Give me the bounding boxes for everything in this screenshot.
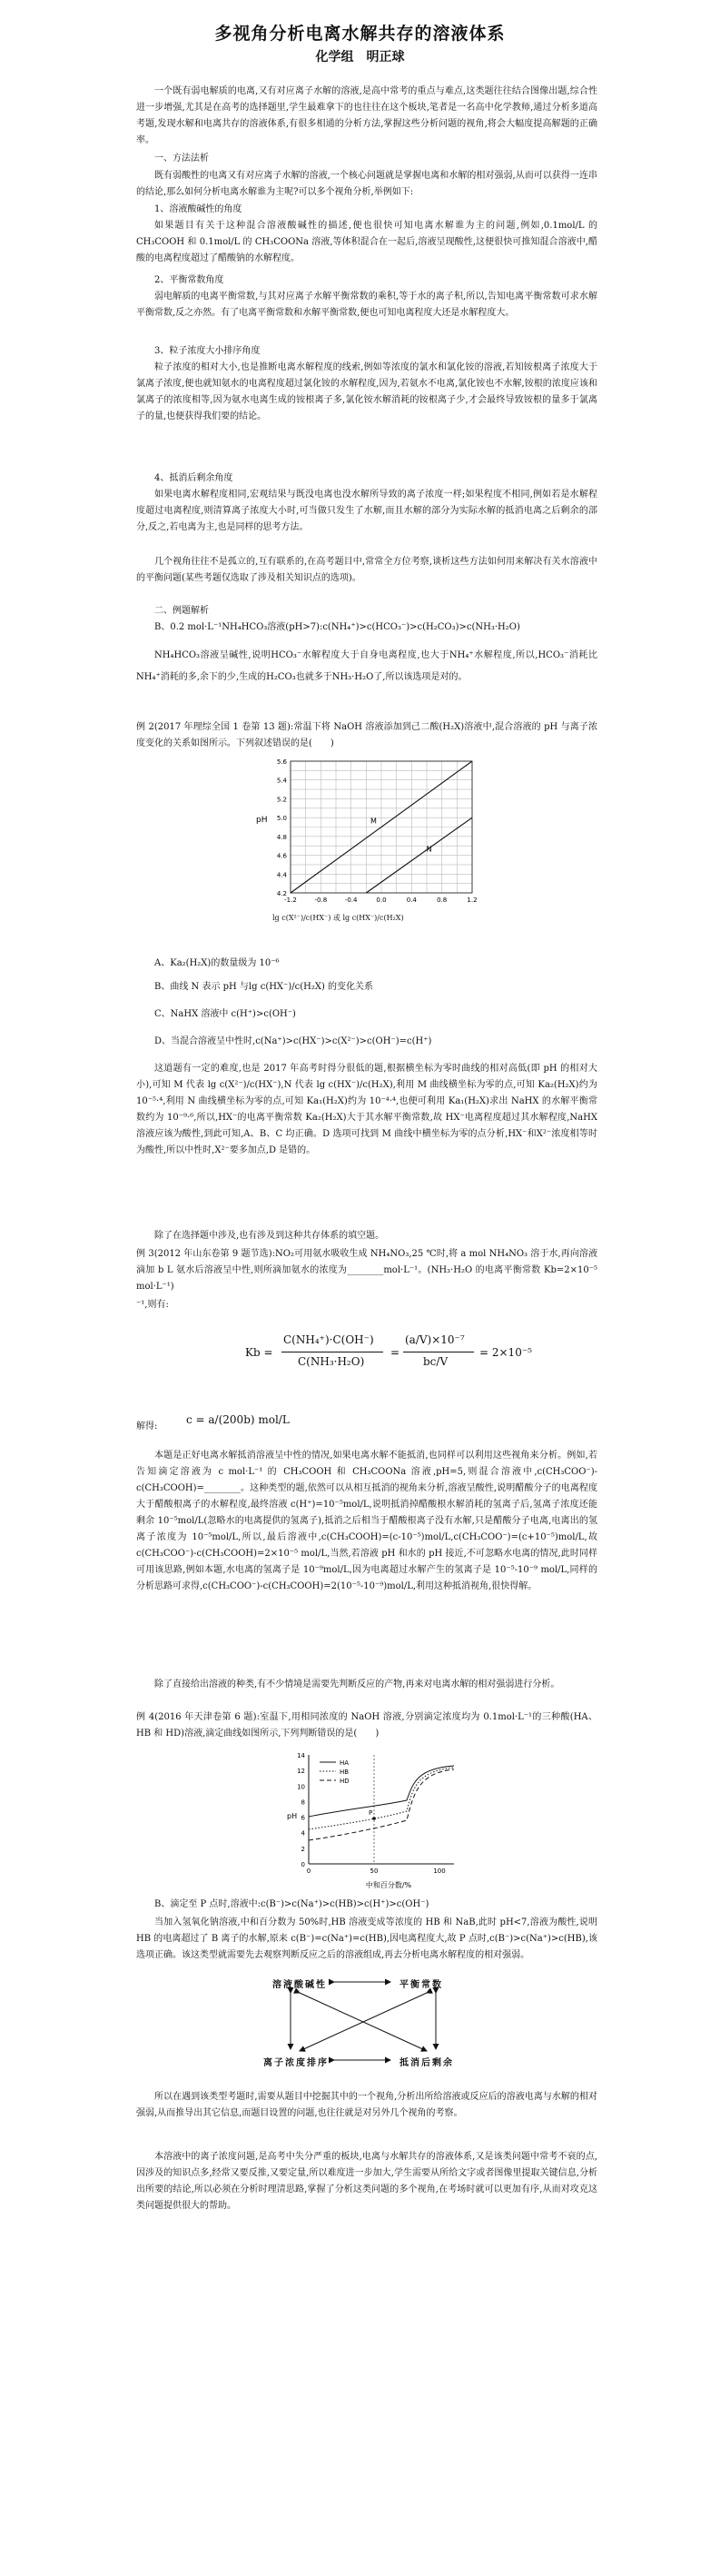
example3-followup: 除了直接给出溶液的种类,有不少情境是需要先判断反应的产物,再来对电离水解的相对强弱进行分析。 xyxy=(154,1679,560,1689)
example4-chart-series xyxy=(309,1755,454,1864)
example2-analysis: 这道题有一定的难度,也是 2017 年高考时得分很低的题,根据横坐标为零时曲线的相对高低(即 pH 的相对大小),可知 M 代表 lg c(X²⁻)/c(HX⁻),N 代表 lg c(HX⁻)/c(H₂X),利用 M 曲线横坐标为零的点,可知 Ka₂(H₂X)约为 10⁻⁵·⁴,利用 N 曲线横坐标为零的点,可知 Ka₁(H₂X)约为 10⁻⁴·⁴,也便可利用 Ka₁(H₂X)求出 NaHX 的水解平衡常数约为 10⁻⁹·⁶,所以,HX⁻的电离平衡常数 Ka₂(H₂X)大于其水解平衡常数,故 HX⁻电离程度超过其水解程度,NaHX 溶液应该为酸性,到此可知,A、B、C 均正确。D 选项可找到 M 曲线中横坐标为零的点分析,HX⁻和X²⁻浓度相等时为酸性,所以中性时,X²⁻要多加点,D 是错的。 xyxy=(136,1064,597,1155)
example4-chart-xlabel: 中和百分数/% xyxy=(365,1881,412,1889)
example2-option-d: D、当混合溶液呈中性时,c(Na⁺)>c(HX⁻)>c(X²⁻)>c(OH⁻)=c(H⁺) xyxy=(154,1036,432,1046)
kb-mid-denominator: bc/V xyxy=(423,1355,449,1368)
x-tick-label: 1.2 xyxy=(467,897,478,904)
x-tick-label: 0.8 xyxy=(437,897,448,904)
series-label-N: N xyxy=(426,845,432,854)
legend-label-HD: HD xyxy=(340,1778,350,1785)
diagram-node-ion-order: 离子浓度排序 xyxy=(263,2058,329,2068)
y-tick-label: 8 xyxy=(301,1798,305,1807)
subheading-equilibrium-constant: 2、平衡常数角度 xyxy=(154,275,224,285)
x-tick-label: 50 xyxy=(370,1868,379,1875)
views-summary-paragraph: 几个视角往往不是孤立的,互有联系的,在高考题目中,常常全方位考察,谈析这些方法如何用来解决有关水溶液中的平衡问题(某些考题仅选取了涉及相关知识点的选项)。 xyxy=(136,557,597,583)
y-tick-label: 10 xyxy=(297,1783,305,1791)
conclusion-paragraph-1: 所以在遇到该类型考题时,需要从题目中挖掘其中的一个视角,分析出所给溶液或反应后的溶液电离与水解的相对强弱,从而推导出其它信息,而题目设置的问题,也往往就是对另外几个视角的考察。 xyxy=(136,2092,597,2118)
example2-chart-xlabel: lg c(X²⁻)/c(HX⁻) 或 lg c(HX⁻)/c(H₂X) xyxy=(272,914,404,922)
example2-option-a: A、Ka₂(H₂X)的数量级为 10⁻⁶ xyxy=(154,958,280,968)
y-tick-label: 12 xyxy=(297,1768,305,1776)
diagram-node-offset: 抵消后剩余 xyxy=(399,2058,454,2068)
y-tick-label: 4 xyxy=(301,1829,305,1838)
subheading-acidity: 1、溶液酸碱性的角度 xyxy=(154,204,242,214)
y-tick-label: 5.2 xyxy=(276,796,287,804)
solution-label: 解得: xyxy=(136,1422,158,1432)
point-P-label: P xyxy=(369,1809,373,1817)
y-tick-label: 4.6 xyxy=(276,852,287,860)
equilibrium-constant-paragraph: 弱电解质的电离平衡常数,与其对应离子水解平衡常数的乘积,等于水的离子积,所以,告知电离平衡常数可求水解平衡常数,反之亦然。有了电离平衡常数和水解平衡常数,便也可知电离程度大还是水解程度大。 xyxy=(136,292,597,318)
x-tick-label: -0.8 xyxy=(314,897,328,904)
example3-question: 例 3(2012 年山东卷第 9 题节选):NO₂可用氨水吸收生成 NH₄NO₃,25 ℃时,将 a mol NH₄NO₃ 溶于水,再向溶液滴加 b L 氨水后溶液呈中性,则所滴加氨水的浓度为________mol·L⁻¹。(NH₃·H₂O 的电离平衡常数 Kb=2×10⁻⁵ mol·L⁻¹) xyxy=(136,1249,597,1292)
x-tick-label: 0 xyxy=(306,1868,311,1875)
page-title: 多视角分析电离水解共存的溶液体系 xyxy=(214,24,506,44)
solution-formula: c = a/(200b) mol/L xyxy=(186,1413,290,1426)
offset-paragraph: 如果电离水解程度相同,宏观结果与既没电离也没水解所导致的离子浓度一样;如果程度不相同,例如若是水解程度超过电离程度,则清算离子浓度大小时,可当做只发生了水解,而且水解的部分为实际水解的抵消电离之后剩余的部分,反之,若电离为主,也是同样的思考方法。 xyxy=(136,490,597,532)
example2-followup: 除了在选择题中涉及,也有涉及到这种共存体系的填空题。 xyxy=(154,1231,385,1241)
series-line-HA xyxy=(309,1766,454,1817)
legend-label-HA: HA xyxy=(340,1759,350,1767)
example4-analysis: 当加入氢氧化钠溶液,中和百分数为 50%时,HB 溶液变成等浓度的 HB 和 NaB,此时 pH<7,溶液为酸性,说明 HB 的电离超过了 B 离子的水解,原来 c(B⁻)=c(Na⁺)=c(HB),因电离程度大,故 P 点时,c(B⁻)>c(Na⁺)>c(HB),该选项正确。该这类型就需要先去观察判断反应之后的溶液组成,再去分析电离水解程度的相对强弱。 xyxy=(136,1917,597,1960)
y-tick-label: 4.4 xyxy=(276,871,287,879)
example4-chart-ylabel: pH xyxy=(287,1812,298,1820)
method-intro: 既有弱酸性的电离又有对应离子水解的溶液,一个核心问题就是掌握电离和水解的相对强弱,从而可以获得一连串的结论,那么如何分析电离水解谁为主呢?可以多个视角分析,举例如下: xyxy=(136,171,597,197)
subheading-offset: 4、抵消后剩余角度 xyxy=(154,473,233,483)
section-heading-method: 一、方法法析 xyxy=(154,154,209,163)
y-tick-label: 5.0 xyxy=(276,815,287,823)
y-tick-label: 6 xyxy=(301,1814,305,1822)
x-tick-label: -1.2 xyxy=(284,897,297,904)
kb-numerator: C(NH₄⁺)·C(OH⁻) xyxy=(283,1333,374,1346)
point-P xyxy=(372,1817,376,1820)
example2-question: 例 2(2017 年理综全国 1 卷第 13 题):常温下将 NaOH 溶液添加到己二酸(H₂X)溶液中,混合溶液的 pH 与离子浓度变化的关系如图所示。下列叙述错误的是( ) xyxy=(136,722,597,748)
x-tick-label: 0.4 xyxy=(406,897,417,904)
subheading-ion-concentration: 3、粒子浓度大小排序角度 xyxy=(154,346,261,356)
document-page: 多视角分析电离水解共存的溶液体系 化学组 明正球 一个既有弱电解质的电离,又有对应离子水解的溶液,是高中常考的重点与难点,这类题往往结合图像出题,综合性进一步增强,尤其是在高考的选择题里,学生最难拿下的也往往在这个板块,笔者是一名高中化学教师,通过分析多道高考题,发现水解和电离共存的溶液体系,有很多相通的分析方法,掌握这些分析问题的视角,将会大幅度提高解题的正确率。 一、方法法析 既有弱酸性的电离又有对应离子水解的溶液,一个核心问题就是掌握电离和水解的相对强弱,从而可以获得一连串的结论,那么如何分析电离水解谁为主呢?可以多个视角分析,举例如下: 1、溶液酸碱性的角度 如果题目有关于这种混合溶液酸碱性的描述,便也很快可知电离水解谁为主的问题,例如,0.1mol/L 的 CH₃COOH 和 0.1mol/L 的 CH₃COONa 溶液,等体积混合在一起后,溶液呈现酸性,这便很快可推知混合溶液中,醋酸的电离程度超过了醋酸钠的水解程度。 2、平衡常数角度 弱电解质的电离平衡常数,与其对应离子水解平衡常数的乘积,等于水的离子积,所以,告知电离平衡常数可求水解平衡常数,反之亦然。有了电离平衡常数和水解平衡常数,便也可知电离程度大还是水解程度大。 3、粒子浓度大小排序角度 粒子浓度的相对大小,也是推断电离水解程度的线索,例如等浓度的氯水和氯化铵的溶液,若知铵根离子浓度大于氯离子浓度,便也就知氨水的电离程度超过氯化铵的水解程度,因为,若氨水不电离,氯化铵也不水解,铵根的浓度应该和氯离子的浓度相等,因为氨水电离生成的铵根离子多,氯化铵水解消耗的铵根离子少,才会最终导致铵根的量多于氯离子的量,也便获得我们要的结论。 4、抵消后剩余角度 如果电离水解程度相同,宏观结果与既没电离也没水解所导致的离子浓度一样;如果程度不相同,例如若是水解程度超过电离程度,则清算离子浓度大小时,可当做只发生了水解,而且水解的部分为实际水解的抵消电离之后剩余的部分,反之,若电离为主,也是同样的思考方法。 几个视角往往不是孤立的,互有联系的,在高考题目中,常常全方位考察,谈析这些方法如何用来解决有关水溶液中的平衡问题(某些考题仅选取了涉及相关知识点的选项)。 二、例题解析 B、0.2 mol·L⁻¹NH₄HCO₃溶液(pH>7):c(NH₄⁺)>c(HCO₃⁻)>c(H₂CO₃)>c(NH₃·H₂O) NH₄HCO₃溶液呈碱性,说明HCO₃⁻水解程度大于自身电离程度,也大于NH₄⁺水解程度,所以,HCO₃⁻消耗比NH₄⁺消耗的多,余下的少,生成的H₂CO₃也就多于NH₃·H₂O了,所以该选项是对的。 例 2(2017 年理综全国 1 卷第 13 题):常温下将 NaOH 溶液添加到己二酸(H₂X)溶液中,混合溶液的 pH 与离子浓度变化的关系如图所示。下列叙述错误的是( ) 5.6 5.4 5.2 5.0 4.8 4.6 4.4 4.2 -1.2 -0.8 -0.4 0.0 0.4 0.8 1.2 M N pH lg c(X²⁻)/c(HX⁻) 或 lg c(HX⁻)/c(H₂X) A、Ka₂(H₂X)的数量级为 10⁻⁶ B、曲线 N 表示 pH 与lg c(HX⁻)/c(H₂X) 的变化关系 C、NaHX 溶液中 c(H⁺)>c(OH⁻) D、当混合溶液呈中性时,c(Na⁺)>c(HX⁻)>c(X²⁻)>c(OH⁻)=c(H⁺) 这道题有一定的难度,也是 2017 年高考时得分很低的题,根据横坐标为零时曲线的相对高低(即 pH 的相对大小),可知 M 代表 lg c(X²⁻)/c(HX⁻),N 代表 lg c(HX⁻)/c(H₂X),利用 M 曲线横坐标为零的点,可知 Ka₂(H₂X)约为 10⁻⁵·⁴,利用 N 曲线横坐标为零的点,可知 Ka₁(H₂X)约为 10⁻⁴·⁴,也便可利用 Ka₁(H₂X)求出 NaHX 的水解平衡常数约为 10⁻⁹·⁶,所以,HX⁻的电离平衡常数 Ka₂(H₂X)大于其水解平衡常数,故 HX⁻电离程度超过其水解程度,NaHX 溶液应该为酸性,到此可知,A、B、C 均正确。D 选项可找到 M 曲线中横坐标为零的点分析,HX⁻和X²⁻浓度相等时为酸性,所以中性时,X²⁻要多加点,D 是错的。 除了在选择题中涉及,也有涉及到这种共存体系的填空题。 例 3(2012 年山东卷第 9 题节选):NO₂可用氨水吸收生成 NH₄NO₃,25 ℃时,将 a mol NH₄NO₃ 溶于水,再向溶液滴加 b L 氨水后溶液呈中性,则所滴加氨水的浓度为________mol·L⁻¹。(NH₃·H₂O 的电离平衡常数 Kb=2×10⁻⁵ mol·L⁻¹) ⁻¹,则有: Kb = C(NH₄⁺)·C(OH⁻) C(NH₃·H₂O) = (a/V)×10⁻⁷ bc/V = 2×10⁻⁵ 解得: c = a/(200b) mol/L 本题是正好电离水解抵消溶液呈中性的情况,如果电离水解不能抵消,也同样可以利用这些视角来分析。例如,若告知滴定溶液为 c mol·L⁻¹ 的 CH₃COOH 和 CH₃COONa 溶液,pH=5,则混合溶液中,c(CH₃COO⁻)-c(CH₃COOH)=________。这种类型的题,依然可以从相互抵消的视角来分析,溶液呈酸性,说明醋酸分子的电离程度大于醋酸根离子的水解程度,最终溶液 c(H⁺)=10⁻⁵mol/L,说明抵消掉醋酸根水解消耗的氢离子后,氢离子浓度还能剩余 10⁻⁵mol/L(忽略水的电离提供的氢离子),抵消之后相当于醋酸根离子没有水解,只是醋酸分子电离,电离出的氢离子浓度为 10⁻⁵mol/L,所以,最后溶液中,c(CH₃COOH)=(c-10⁻⁵)mol/L,c(CH₃COO⁻)=(c+10⁻⁵)mol/L,故 c(CH₃COO⁻)-c(CH₃COOH)=2×10⁻⁵ mol/L,当然,若溶液 pH 和水的 pH 接近,不可忽略水电离的情况,此时同样可用该思路,例如本题,水电离的氢离子是 10⁻⁹mol/L,因为电离超过水解产生的氢离子是 10⁻⁵-10⁻⁹ mol/L,同样的分析思路可求得,c(CH₃COO⁻)-c(CH₃COOH)=2(10⁻⁵-10⁻⁹)mol/L,利用这种抵消视角,很快得解。 除了直接给出溶液的种类,有不少情境是需要先判断反应的产物,再来对电离水解的相对强弱进行分析。 例 4(2016 年天津卷第 6 题):室温下,用相同浓度的 NaOH 溶液,分别滴定浓度均为 0.1mol·L⁻¹的三种酸(HA、HB 和 HD)溶液,滴定曲线如图所示,下列判断错误的是( ) 14 12 10 8 6 4 2 0 0 50 100 HA HB HD P pH 中和百分数/% B、滴定至 P 点时,溶液中:c(B⁻)>c(Na⁺)>c(HB)>c(H⁺)>c(OH⁻) 当加入氢氧化钠溶液,中和百分数为 50%时,HB 溶液变成等浓度的 HB 和 NaB,此时 pH<7,溶液为酸性,说明 HB 的电离超过了 B 离子的水解,原来 c(B⁻)=c(Na⁺)=c(HB),因电离程度大,故 P 点时,c(B⁻)>c(Na⁺)>c(HB),该选项正确。该这类型就需要先去观察判断反应之后的溶液组成,再去分析电离水解程度的相对强弱。 溶液酸碱性 平衡常数 离子浓度排序 抵消后剩余 所以在遇到该类型考题时,需要从题目中挖掘其中的一个视角,分析出所给溶液或反应后的溶液电离与水解的相对强弱,从而推导出其它信息,而题目设置的问题,也往往就是对另外几个视角的考察。 本溶液中的离子浓度问题,是高考中失分严重的板块,电离与水解共存的溶液体系,又是该类问题中常考不衰的点,因涉及的知识点多,经常又要反推,又要定量,所以难度进一步加大,学生需要从所给文字或者图像里提取关键信息,分析出所要的结论,所以必须在分析时理清思路,掌握了分析这类问题的多个视角,在考场时就可以更加有序,从而对攻克这类问题提供很大的帮助。 xyxy=(0,0,720,2576)
y-tick-label: 0 xyxy=(301,1861,305,1868)
acidity-paragraph: 如果题目有关于这种混合溶液酸碱性的描述,便也很快可知电离水解谁为主的问题,例如,0.1mol/L 的 CH₃COOH 和 0.1mol/L 的 CH₃COONa 溶液,等体积混合在一起后,溶液呈现酸性,这便很快可推知混合溶液中,醋酸的电离程度超过了醋酸钠的水解程度。 xyxy=(136,221,597,263)
y-tick-label: 4.2 xyxy=(276,890,287,897)
kb-mid-numerator: (a/V)×10⁻⁷ xyxy=(405,1333,465,1346)
y-tick-label: 5.6 xyxy=(276,758,287,766)
conclusion-paragraph-2: 本溶液中的离子浓度问题,是高考中失分严重的板块,电离与水解共存的溶液体系,又是该类问题中常考不衰的点,因涉及的知识点多,经常又要反推,又要定量,所以难度进一步加大,学生需要从所给文字或者图像里提取关键信息,分析出所要的结论,所以必须在分析时理清思路,掌握了分析这类问题的多个视角,在考场时就可以更加有序,从而对攻克这类问题提供很大的帮助。 xyxy=(136,2152,597,2211)
example4-question: 例 4(2016 年天津卷第 6 题):室温下,用相同浓度的 NaOH 溶液,分别滴定浓度均为 0.1mol·L⁻¹的三种酸(HA、HB 和 HD)溶液,滴定曲线如图所示,下列判断错误的是( ) xyxy=(136,1712,597,1739)
example4-chart xyxy=(281,1746,472,1891)
example1-analysis: NH₄HCO₃溶液呈碱性,说明HCO₃⁻水解程度大于自身电离程度,也大于NH₄⁺水解程度,所以,HCO₃⁻消耗比NH₄⁺消耗的多,余下的少,生成的H₂CO₃也就多于NH₃·H₂O了,所以该选项是对的。 xyxy=(136,650,597,682)
x-tick-label: 100 xyxy=(433,1868,446,1875)
kb-denominator: C(NH₃·H₂O) xyxy=(298,1355,365,1368)
example4-option-b: B、滴定至 P 点时,溶液中:c(B⁻)>c(Na⁺)>c(HB)>c(H⁺)>c(OH⁻) xyxy=(154,1899,429,1909)
x-tick-label: -0.4 xyxy=(344,897,358,904)
example3-analysis: 本题是正好电离水解抵消溶液呈中性的情况,如果电离水解不能抵消,也同样可以利用这些视角来分析。例如,若告知滴定溶液为 c mol·L⁻¹ 的 CH₃COOH 和 CH₃COONa 溶液,pH=5,则混合溶液中,c(CH₃COO⁻)-c(CH₃COOH)=________。这种类型的题,依然可以从相互抵消的视角来分析,溶液呈酸性,说明醋酸分子的电离程度大于醋酸根离子的水解程度,最终溶液 c(H⁺)=10⁻⁵mol/L,说明抵消掉醋酸根水解消耗的氢离子后,氢离子浓度还能剩余 10⁻⁵mol/L(忽略水的电离提供的氢离子),抵消之后相当于醋酸根离子没有水解,只是醋酸分子电离,电离出的氢离子浓度为 10⁻⁵mol/L,所以,最后溶液中,c(CH₃COOH)=(c-10⁻⁵)mol/L,c(CH₃COO⁻)=(c+10⁻⁵)mol/L,故 c(CH₃COO⁻)-c(CH₃COOH)=2×10⁻⁵ mol/L,当然,若溶液 pH 和水的 pH 接近,不可忽略水电离的情况,此时同样可用该思路,例如本题,水电离的氢离子是 10⁻⁹mol/L,因为电离超过水解产生的氢离子是 10⁻⁵-10⁻⁹ mol/L,同样的分析思路可求得,c(CH₃COO⁻)-c(CH₃COOH)=2(10⁻⁵-10⁻⁹)mol/L,利用这种抵消视角,很快得解。 xyxy=(136,1451,597,1591)
example2-chart-ylabel: pH xyxy=(256,816,268,825)
diagram-node-acidity: 溶液酸碱性 xyxy=(272,1980,327,1990)
y-tick-label: 4.8 xyxy=(276,833,287,841)
example2-chart xyxy=(245,754,490,913)
kb-lhs: Kb = xyxy=(245,1346,273,1359)
section-heading-examples: 二、例题解析 xyxy=(154,606,209,616)
author-line: 化学组 明正球 xyxy=(315,50,405,64)
series-label-M: M xyxy=(370,817,377,826)
x-tick-label: 0.0 xyxy=(376,897,387,904)
ion-concentration-paragraph: 粒子浓度的相对大小,也是推断电离水解程度的线索,例如等浓度的氯水和氯化铵的溶液,若知铵根离子浓度大于氯离子浓度,便也就知氨水的电离程度超过氯化铵的水解程度,因为,若氨水不电离,氯化铵也不水解,铵根的浓度应该和氯离子的浓度相等,因为氨水电离生成的铵根离子多,氯化铵水解消耗的铵根离子少,才会最终导致铵根的量多于氯离子的量,也便获得我们要的结论。 xyxy=(136,362,597,421)
y-tick-label: 2 xyxy=(301,1845,305,1853)
y-tick-label: 5.4 xyxy=(276,777,287,785)
diagram-node-constant: 平衡常数 xyxy=(399,1980,443,1990)
example1-option-b: B、0.2 mol·L⁻¹NH₄HCO₃溶液(pH>7):c(NH₄⁺)>c(HCO₃⁻)>c(H₂CO₃)>c(NH₃·H₂O) xyxy=(154,622,520,632)
example3-then: ⁻¹,则有: xyxy=(136,1300,169,1310)
series-line-HB xyxy=(309,1768,454,1829)
kb-rhs: = 2×10⁻⁵ xyxy=(479,1346,532,1359)
legend-label-HB: HB xyxy=(340,1769,350,1776)
example2-option-b: B、曲线 N 表示 pH 与lg c(HX⁻)/c(H₂X) 的变化关系 xyxy=(154,982,374,992)
y-tick-label: 14 xyxy=(297,1752,305,1759)
example2-option-c: C、NaHX 溶液中 c(H⁺)>c(OH⁻) xyxy=(154,1009,296,1019)
intro-paragraph: 一个既有弱电解质的电离,又有对应离子水解的溶液,是高中常考的重点与难点,这类题往往结合图像出题,综合性进一步增强,尤其是在高考的选择题里,学生最难拿下的也往往在这个板块,笔者是一名高中化学教师,通过分析多道高考题,发现水解和电离共存的溶液体系,有很多相通的分析方法,掌握这些分析问题的视角,将会大幅度提高解题的正确率。 xyxy=(136,86,597,145)
